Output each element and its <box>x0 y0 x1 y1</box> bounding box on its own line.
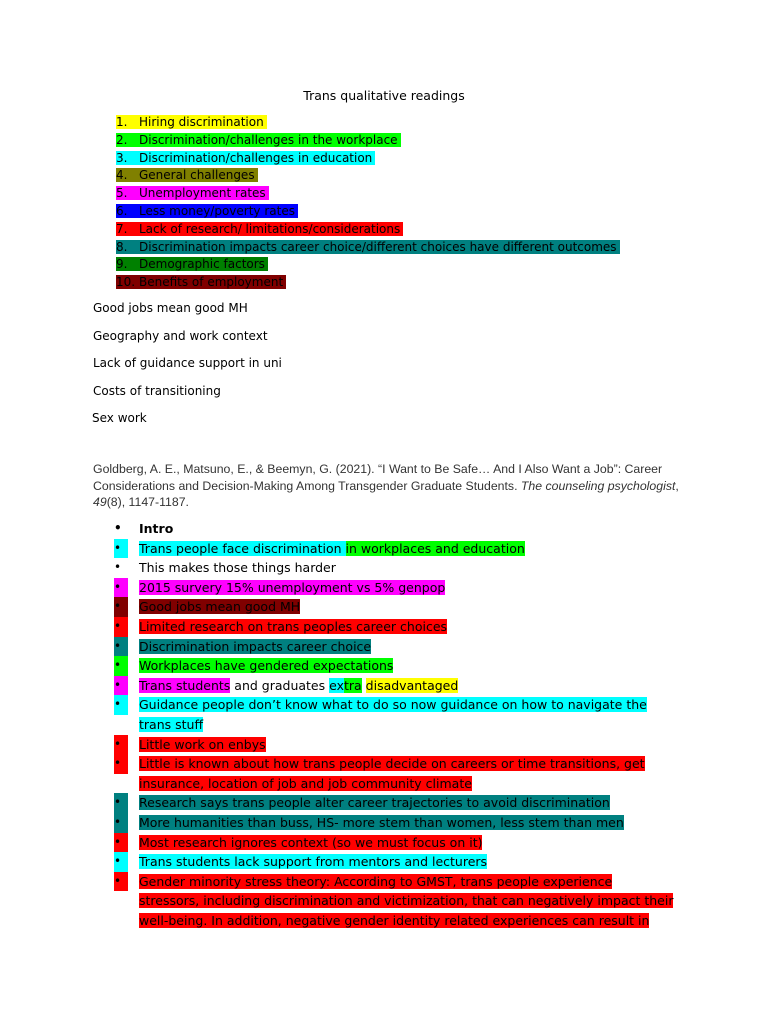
code-number: 3. <box>116 150 128 165</box>
note-text-segment: Intro <box>139 521 174 536</box>
note-text-segment: tra <box>343 677 362 693</box>
bullet-icon: • <box>114 539 128 559</box>
code-number: 8. <box>116 239 128 254</box>
note-bullet-item <box>114 617 674 637</box>
citation-volume: 49 <box>93 495 107 509</box>
bullet-icon: • <box>114 754 128 774</box>
note-bullet-item <box>114 852 674 872</box>
code-legend-item <box>116 256 620 274</box>
code-label: Lack of research/ limitations/considerations <box>139 221 401 236</box>
code-highlight <box>116 115 267 129</box>
note-text-segment: Trans students lack support from mentors and lecturers <box>139 854 488 870</box>
code-label: Less money/poverty rates <box>139 203 295 218</box>
bullet-icon: • <box>114 833 128 853</box>
code-legend-item <box>116 167 620 185</box>
note-bullet-item <box>114 793 674 813</box>
note-text-segment: disadvantaged <box>365 677 459 693</box>
topic-item: Lack of guidance support in uni <box>93 356 282 370</box>
topic-item: Geography and work context <box>93 329 268 343</box>
note-bullet-item <box>114 813 674 833</box>
code-label: Benefits of employment <box>139 275 284 290</box>
notes-bullet-list <box>114 519 674 930</box>
code-legend-item <box>116 114 620 132</box>
note-text-segment: Good jobs mean good MH <box>139 599 301 615</box>
note-text-segment: Guidance people don’t know what to do so now guidance on how to navigate the trans stuff <box>139 697 647 732</box>
code-number: 10. <box>116 275 136 290</box>
note-bullet-item <box>114 833 674 853</box>
code-highlight <box>116 275 286 289</box>
bullet-icon: • <box>114 578 128 598</box>
note-text-segment: Most research ignores context (so we must focus on it) <box>139 834 483 850</box>
bullet-icon: • <box>114 695 128 715</box>
code-number: 4. <box>116 168 128 183</box>
note-bullet-item <box>114 676 674 696</box>
note-text-segment: ex <box>329 677 344 693</box>
note-bullet-item <box>114 578 674 598</box>
code-highlight <box>116 204 298 218</box>
code-label: Discrimination/challenges in the workplace <box>139 132 398 147</box>
bullet-icon: • <box>114 597 128 617</box>
citation-separator: , <box>675 478 679 493</box>
code-highlight <box>116 186 269 200</box>
note-text-segment: More humanities than buss, HS- more stem than women, less stem than men <box>139 814 624 830</box>
bullet-icon: • <box>114 560 122 575</box>
bullet-icon: • <box>114 872 128 892</box>
topic-item: Costs of transitioning <box>93 384 221 398</box>
note-text-segment: and graduates <box>230 677 330 693</box>
code-highlight <box>116 133 401 147</box>
note-text-segment: Little work on enbys <box>139 736 266 752</box>
code-number: 2. <box>116 132 128 147</box>
note-bullet-item <box>114 735 674 755</box>
note-bullet-item <box>114 519 674 539</box>
code-legend-item <box>116 185 620 203</box>
note-text-segment: Research says trans people alter career trajectories to avoid discrimination <box>139 795 610 811</box>
code-number: 9. <box>116 257 128 272</box>
topic-item: Sex work <box>92 411 147 425</box>
code-legend-item <box>116 150 620 168</box>
bullet-icon: • <box>114 676 128 696</box>
citation-issue-pages: (8), 1147-1187. <box>106 495 189 509</box>
note-bullet-item <box>114 558 674 578</box>
code-legend-item <box>116 132 620 150</box>
citation-journal: The counseling psychologist <box>520 478 676 493</box>
note-text-segment: Workplaces have gendered expectations <box>139 658 394 674</box>
code-highlight <box>116 240 620 254</box>
code-label: Demographic factors <box>139 257 265 272</box>
note-text-segment: Trans students <box>139 677 231 693</box>
code-highlight <box>116 257 268 271</box>
note-bullet-item <box>114 872 674 931</box>
note-text-segment: Discrimination impacts career choice <box>139 638 372 654</box>
code-label: Hiring discrimination <box>139 115 264 129</box>
code-legend-list <box>116 114 620 292</box>
note-text-segment: Trans people face discrimination <box>139 540 346 556</box>
code-number: 1. <box>116 115 128 129</box>
code-number: 7. <box>116 221 128 236</box>
note-bullet-item <box>114 656 674 676</box>
note-text-segment: Little is known about how trans people decide on careers or time transitions, get insurance, location of job and job community climate <box>139 756 645 791</box>
note-text-segment: Limited research on trans peoples career choices <box>139 618 448 634</box>
code-label: General challenges <box>139 168 255 183</box>
note-bullet-item <box>114 597 674 617</box>
bullet-icon: • <box>114 656 128 676</box>
code-legend-item <box>116 239 620 257</box>
note-bullet-item <box>114 695 674 734</box>
note-text-segment: This makes those things harder <box>139 560 336 576</box>
citation-authors-title: Goldberg, A. E., Matsuno, E., & Beemyn, G. (2021). “I Want to Be Safe… And I Also Want a Job”: Career Considerations and Decision-Making Among Transgender Graduate Students. <box>93 462 663 493</box>
code-legend-item <box>116 203 620 221</box>
document-title: Trans qualitative readings <box>303 88 465 103</box>
note-bullet-item <box>114 539 674 559</box>
topic-item: Good jobs mean good MH <box>93 301 248 315</box>
code-highlight <box>116 222 403 236</box>
bullet-icon: • <box>114 852 128 872</box>
note-text-segment: in workplaces and education <box>345 540 525 556</box>
bullet-icon: • <box>114 735 128 755</box>
bullet-icon: • <box>114 793 128 813</box>
code-legend-item <box>116 274 620 292</box>
note-bullet-item <box>114 637 674 657</box>
note-text-segment: 2015 survery 15% unemployment vs 5% genpop <box>139 579 446 595</box>
bullet-icon: • <box>114 617 128 637</box>
bullet-icon: • <box>114 637 128 657</box>
bullet-icon: • <box>114 521 122 535</box>
bullet-icon: • <box>114 813 128 833</box>
code-legend-item <box>116 221 620 239</box>
code-label: Discrimination/challenges in education <box>139 150 373 165</box>
code-number: 6. <box>116 203 128 218</box>
code-highlight <box>116 168 258 182</box>
note-text-segment: Gender minority stress theory: According to GMST, trans people experience stressors, including discrimination and victimization, that can negatively impact their well-being. In addition, negative gender identity related experiences can result in <box>139 873 674 928</box>
code-label: Discrimination impacts career choice/different choices have different outcomes <box>139 239 617 254</box>
code-label: Unemployment rates <box>139 186 266 201</box>
note-bullet-item <box>114 754 674 793</box>
code-highlight <box>116 151 375 165</box>
citation <box>93 461 693 511</box>
code-number: 5. <box>116 186 128 201</box>
